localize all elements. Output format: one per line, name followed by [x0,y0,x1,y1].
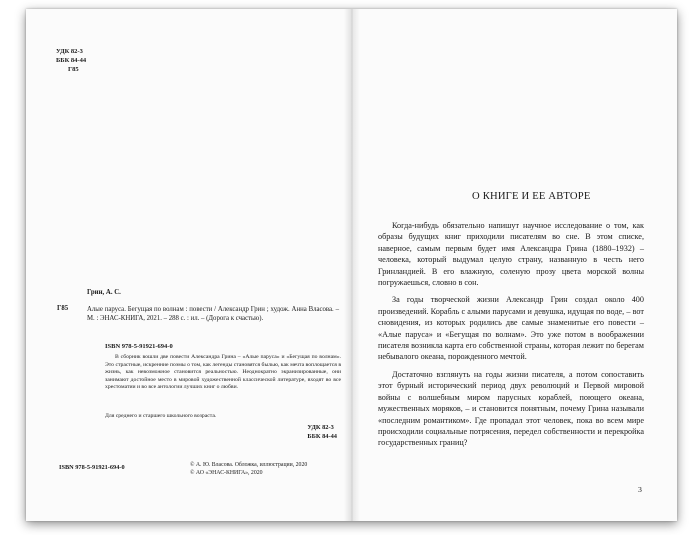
isbn-bottom: ISBN 978-5-91921-694-0 [59,464,125,471]
left-page [26,9,351,521]
paragraph: Достаточно взглянуть на годы жизни писателя, а потом сопоставить этот бурный исторический период двух революций и Первой мировой войны с волшебным миром парусных кораблей, поющего океана, мужественных моряков, – и становится понятным, почему Грина называли «последним романтиком». Где пропадал этот человек, пока во всем мире происходили социальные потрясения, передел собственности и перекройка государственных границ? [378,369,644,448]
audience-note: Для среднего и старшего школьного возраста. [105,413,217,419]
author-heading: Грин, А. С. [87,289,121,296]
paragraph: За годы творческой жизни Александр Грин создал около 400 произведений. Корабль с алыми парусами и девушка, идущая по воде, – вот сновидения, из которых родились две самые знаменитые его повести – «Алые паруса» и «Бегущая по волнам». Это уже потом в воображении писателя возникла карта его собственной страны, которая лежит по берегам небывалого океана, порожденного мечтой. [378,295,644,362]
annotation: В сборник вошли две повести Александра Грина – «Алые паруса» и «Бегущая по волнам». Это страстные, искренние поэмы о том, как легенды становятся былью, как мечта воплощается в жизнь, как невозможное становится реальностью. Неоднократно экранизированные, они занимают достойное место в мировой художественной классической литературе, входят во все хрестоматии и во все антологии лучших книг о любви. [105,354,341,390]
page-number: 3 [638,485,642,494]
udk-code-bottom: УДК 82-3 [307,424,334,431]
classification-codes-top [56,47,86,75]
isbn-record: ISBN 978-5-91921-694-0 [105,343,173,350]
paragraph: Когда-нибудь обязательно напишут научное исследование о том, как образы будущих книг приходили писателям во сне. В этом списке, наверное, самым первым будет имя Александра Грина (1880–1932) – человека, который выдумал целую страну, названную в честь него Гринландией. В его влажную, соленую прозу цвета морской волны погружаешься, словно в сон. [378,221,644,288]
catalog-code: Г85 [57,305,69,312]
copyright-block [190,462,307,478]
chapter-heading: О КНИГЕ И ЕЕ АВТОРЕ [472,191,591,202]
author-mark: Г85 [68,66,79,74]
copyright-publisher: © АО «ЭНАС-КНИГА», 2020 [190,469,263,476]
udk-code: УДК 82-3 [56,48,83,55]
bbk-code: ББК 84-44 [56,57,87,65]
bibliographic-record: Алые паруса. Бегущая по волнам : повести / Александр Грин ; худож. Анна Власова. – М. : ЭНАС-КНИГА, 2021. – 288 с. : ил. – (Дорога к счастью). [87,306,339,323]
body-text [378,220,644,455]
right-page [352,9,677,521]
classification-codes-bottom [307,423,337,442]
copyright-illustrations: © А. Ю. Власова. Обложка, иллюстрации, 2020 [190,462,308,468]
book-spread [26,9,677,521]
bbk-code-bottom: ББК 84-44 [307,433,337,441]
